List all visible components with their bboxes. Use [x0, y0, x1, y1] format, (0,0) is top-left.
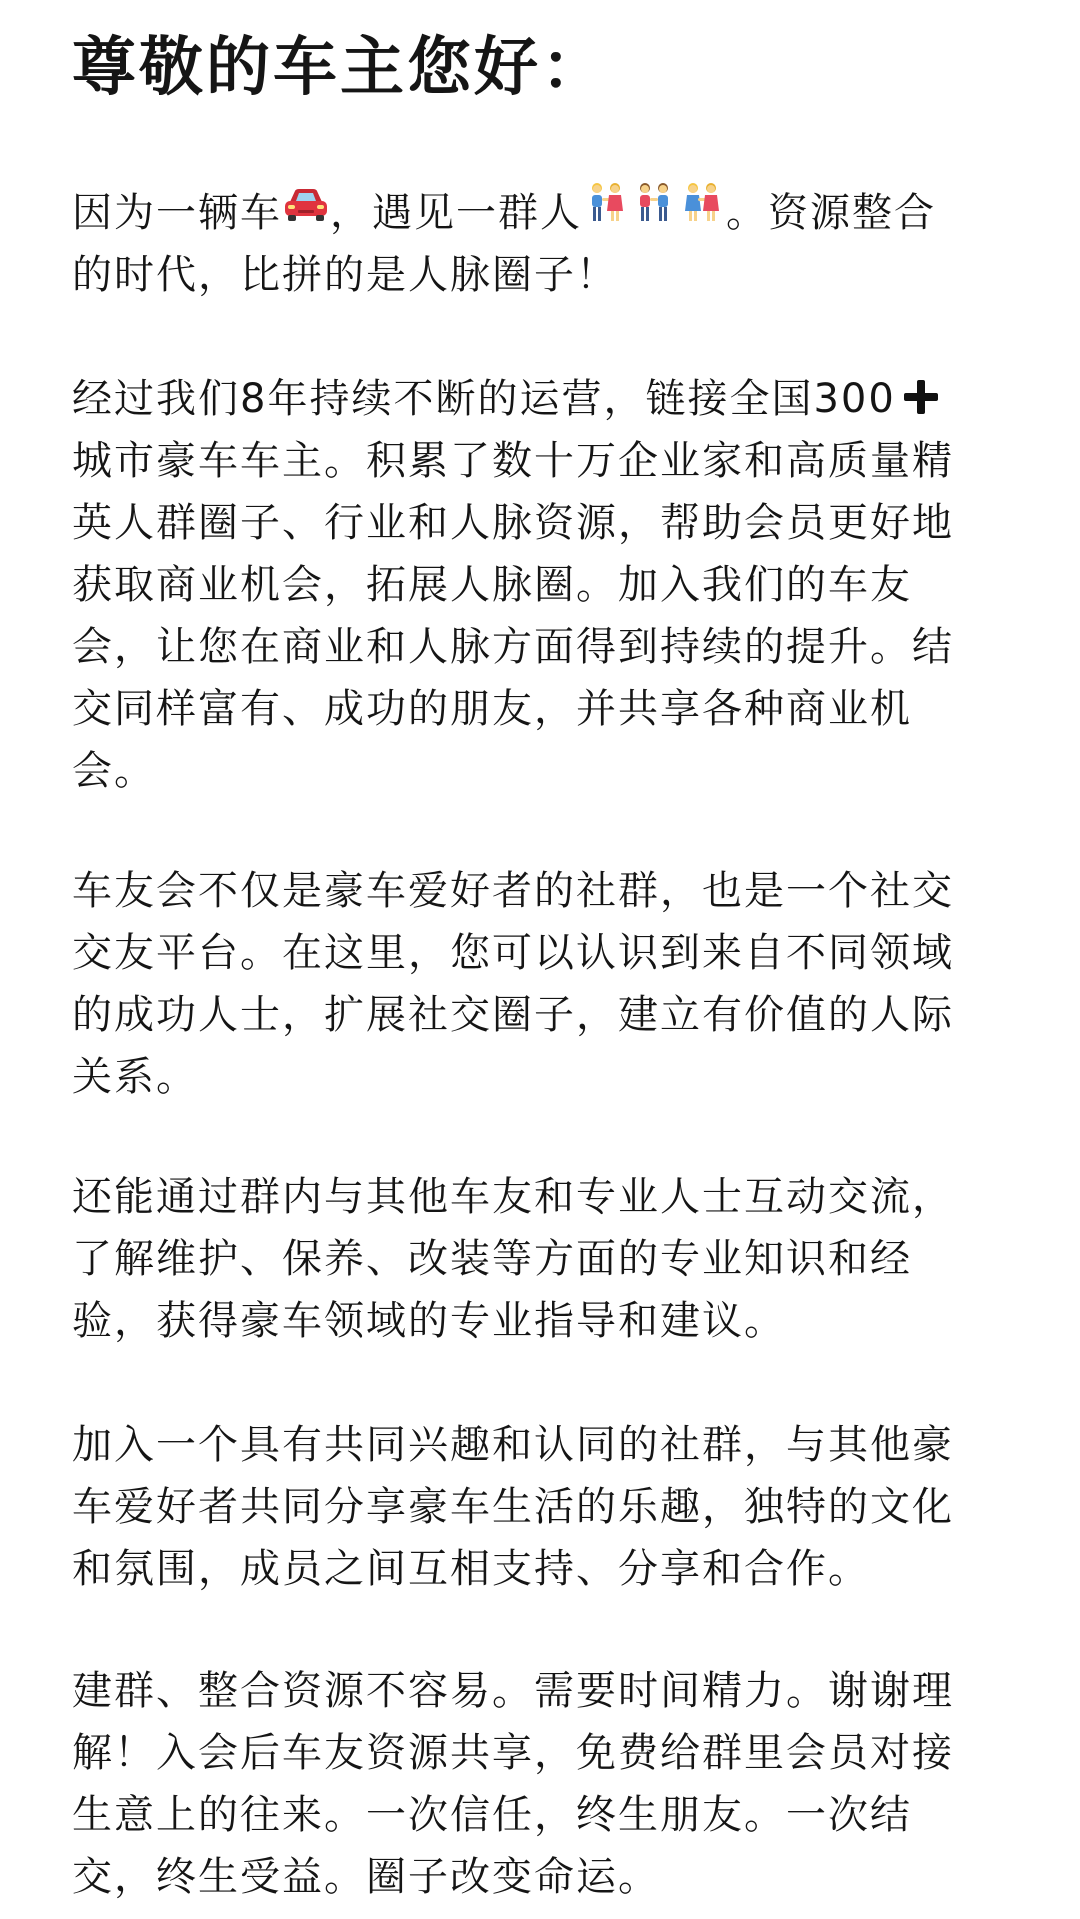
text-line: 关系。 [72, 1054, 198, 1100]
text-line: 验，获得豪车领域的专业指导和建议。 [72, 1298, 786, 1344]
couple-icon [582, 180, 630, 242]
text-line: 会。 [72, 748, 156, 794]
text-line: 的成功人士，扩展社交圈子，建立有价值的人际 [72, 992, 954, 1038]
text-line: 会，让您在商业和人脉方面得到持续的提升。结 [72, 624, 954, 670]
paragraph-closing [72, 1660, 1012, 1908]
paragraph-operations [72, 368, 1012, 802]
text-line: 交友平台。在这里，您可以认识到来自不同领域 [72, 930, 954, 976]
couple-icon [678, 180, 726, 242]
text-line: 加入一个具有共同兴趣和认同的社群，与其他豪 [72, 1422, 954, 1468]
text-line: 城市豪车车主。积累了数十万企业家和高质量精 [72, 438, 954, 484]
text-line: 因为一辆车 ，遇见一群人 。资源整合 [72, 182, 1012, 244]
text-line: 交同样富有、成功的朋友，并共享各种商业机 [72, 686, 912, 732]
paragraph-community [72, 1414, 1012, 1600]
text-line: 建群、整合资源不容易。需要时间精力。谢谢理 [72, 1668, 954, 1714]
text-line: 的时代，比拼的是人脉圈子！ [72, 252, 618, 298]
text-line: 解！入会后车友资源共享，免费给群里会员对接 [72, 1730, 954, 1776]
couple-icon [630, 180, 678, 242]
text-line: 交，终生受益。圈子改变命运。 [72, 1854, 660, 1900]
text-line: 还能通过群内与其他车友和专业人士互动交流， [72, 1174, 954, 1220]
page-title: 尊敬的车主您好： [72, 31, 608, 105]
text-line: 经过我们8年持续不断的运营，链接全国300 [72, 368, 1012, 430]
text-line: 生意上的往来。一次信任，终生朋友。一次结 [72, 1792, 912, 1838]
plus-icon [902, 378, 940, 416]
paragraph-social [72, 860, 1012, 1108]
paragraph-intro [72, 182, 1012, 306]
text-line: 英人群圈子、行业和人脉资源，帮助会员更好地 [72, 500, 954, 546]
paragraph-knowledge [72, 1166, 1012, 1352]
text-line: 车友会不仅是豪车爱好者的社群，也是一个社交 [72, 868, 954, 914]
text-line: 车爱好者共同分享豪车生活的乐趣，独特的文化 [72, 1484, 954, 1530]
car-icon [282, 180, 330, 242]
text-line: 和氛围，成员之间互相支持、分享和合作。 [72, 1546, 870, 1592]
text-line: 了解维护、保养、改装等方面的专业知识和经 [72, 1236, 912, 1282]
text-line: 获取商业机会，拓展人脉圈。加入我们的车友 [72, 562, 912, 608]
